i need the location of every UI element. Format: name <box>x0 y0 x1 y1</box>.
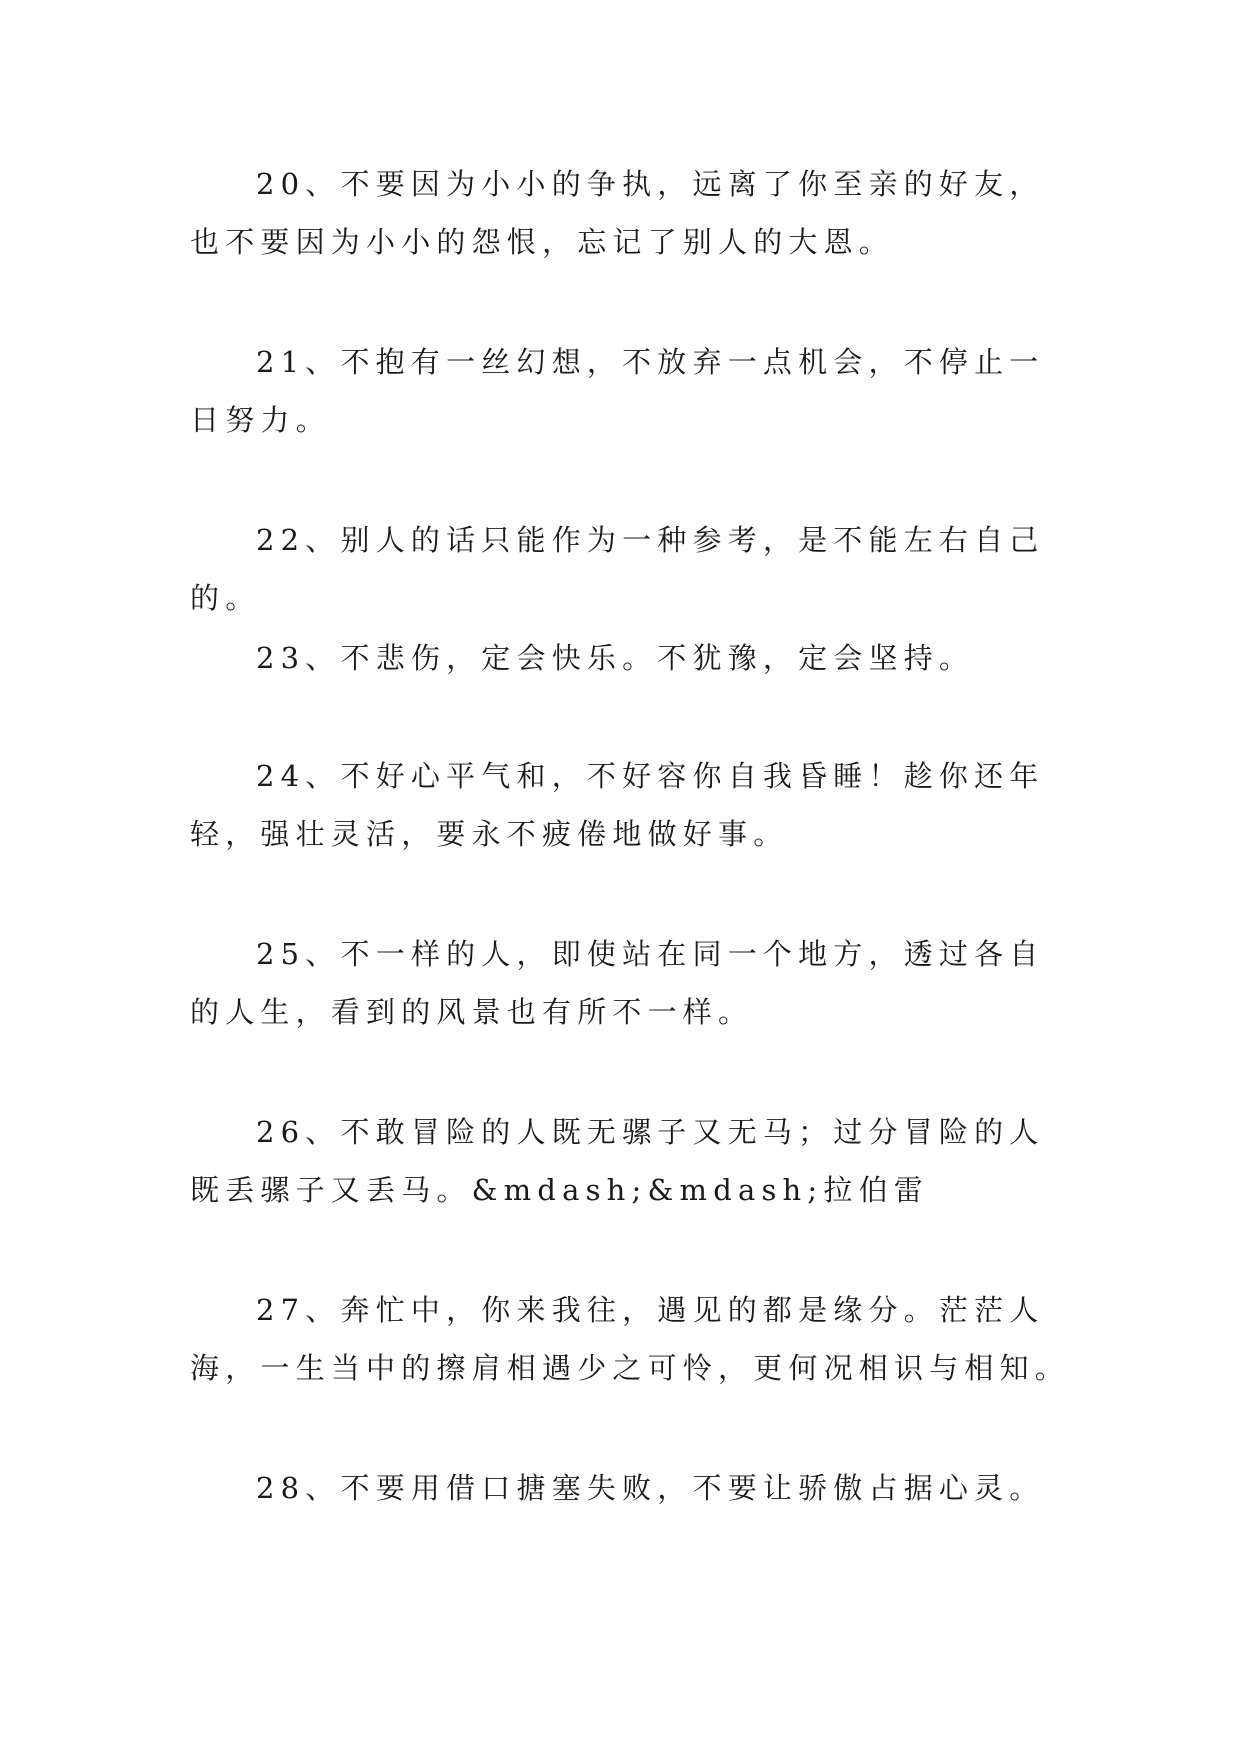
quote-paragraph-26: 26、不敢冒险的人既无骡子又无马；过分冒险的人既丢骡子又丢马。&mdash;&mdash;拉伯雷 <box>190 1115 1045 1207</box>
quote-paragraph-21: 21、不抱有一丝幻想，不放弃一点机会，不停止一日努力。 <box>190 345 1045 437</box>
quote-paragraph-28: 28、不要用借口搪塞失败，不要让骄傲占据心灵。 <box>256 1471 1045 1505</box>
quote-paragraph-22: 22、别人的话只能作为一种参考，是不能左右自己的。 <box>190 523 1045 615</box>
quote-paragraph-20: 20、不要因为小小的争执，远离了你至亲的好友，也不要因为小小的怨恨，忘记了别人的大恩。 <box>190 167 1045 259</box>
quote-paragraph-25: 25、不一样的人，即使站在同一个地方，透过各自的人生，看到的风景也有所不一样。 <box>190 937 1045 1029</box>
quote-paragraph-27: 27、奔忙中，你来我往，遇见的都是缘分。茫茫人海，一生当中的擦肩相遇少之可怜，更何况相识与相知。 <box>190 1293 1071 1385</box>
quote-paragraph-23: 23、不悲伤，定会快乐。不犹豫，定会坚持。 <box>256 641 975 675</box>
quote-paragraph-24: 24、不好心平气和，不好容你自我昏睡！趁你还年轻，强壮灵活，要永不疲倦地做好事。 <box>190 759 1045 851</box>
